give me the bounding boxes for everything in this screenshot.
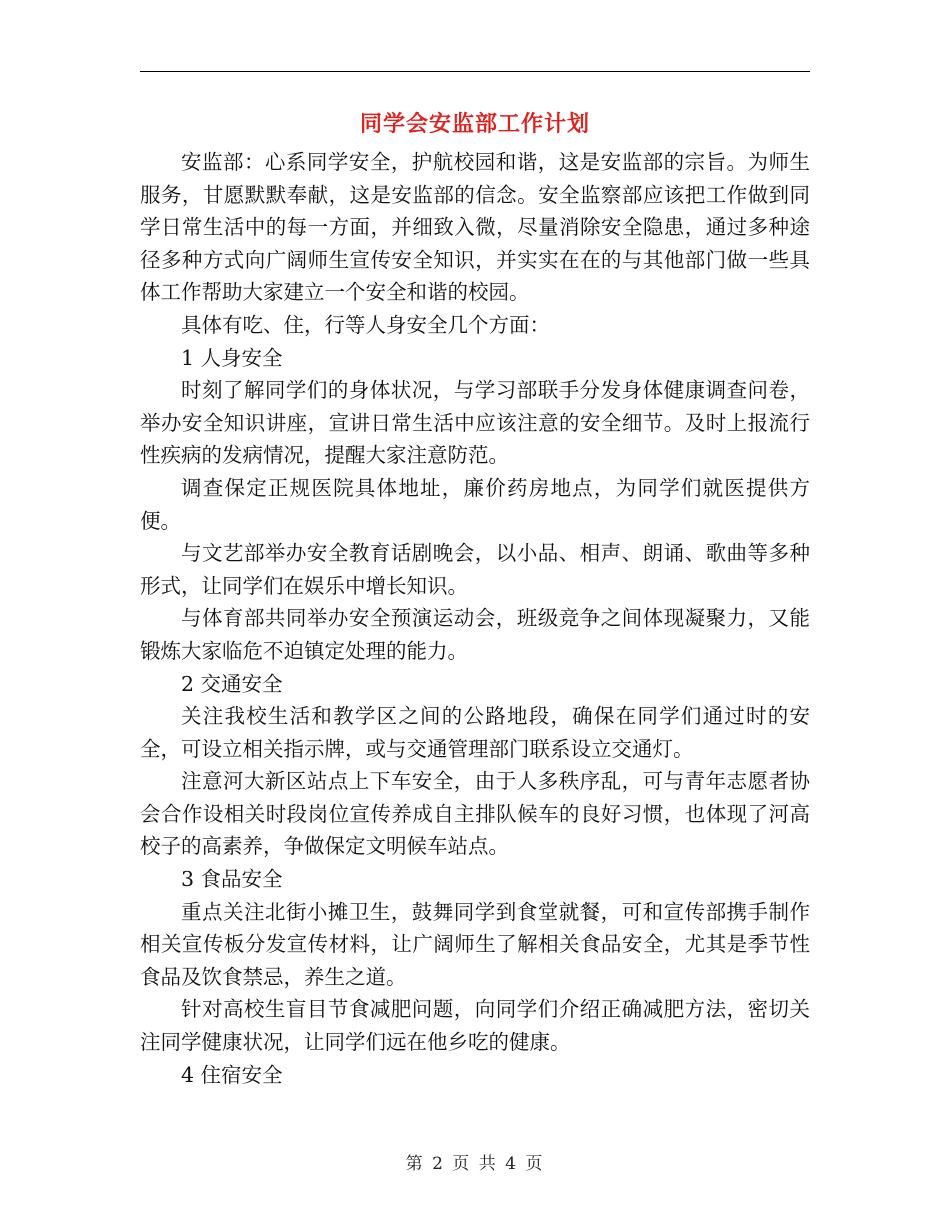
section-heading-traffic-safety: 2 交通安全 (181, 671, 283, 696)
section-heading-personal-safety: 1 人身安全 (181, 345, 283, 370)
paragraph: 调查保定正规医院具体地址，廉价药房地点，为同学们就医提供方便。 (140, 475, 810, 533)
paragraph: 针对高校生盲目节食减肥问题，向同学们介绍正确减肥方法，密切关注同学健康状况，让同学们远在他乡吃的健康。 (140, 997, 810, 1055)
paragraph: 重点关注北街小摊卫生，鼓舞同学到食堂就餐，可和宣传部携手制作相关宣传板分发宣传材料，让广阔师生了解相关食品安全，尤其是季节性食品及饮食禁忌，养生之道。 (140, 899, 810, 989)
paragraph-intro: 安监部：心系同学安全，护航校园和谐，这是安监部的宗旨。为师生服务，甘愿默默奉献，这是安监部的信念。安全监察部应该把工作做到同学日常生活中的每一方面，并细致入微，尽量消除安全隐患，通过多种途径多种方式向广阔师生宣传安全知识，并实实在在的与其他部门做一些具体工作帮助大家建立一个安全和谐的校园。 (140, 150, 810, 305)
document-body (140, 146, 810, 1091)
page-footer: 第 2 页 共 4 页 (405, 1154, 545, 1174)
paragraph: 时刻了解同学们的身体状况，与学习部联手分发身体健康调查问卷，举办安全知识讲座，宣讲日常生活中应该注意的安全细节。及时上报流行性疾病的发病情况，提醒大家注意防范。 (140, 378, 810, 468)
paragraph: 与体育部共同举办安全预演运动会，班级竞争之间体现凝聚力，又能锻炼大家临危不迫镇定处理的能力。 (140, 606, 810, 663)
section-heading-food-safety: 3 食品安全 (181, 867, 283, 892)
paragraph-overview: 具体有吃、住，行等人身安全几个方面： (181, 312, 550, 337)
paragraph: 与文艺部举办安全教育话剧晚会，以小品、相声、朗诵、歌曲等多种形式，让同学们在娱乐中增长知识。 (140, 541, 810, 598)
paragraph: 关注我校生活和教学区之间的公路地段，确保在同学们通过时的安全，可设立相关指示牌，或与交通管理部门联系设立交通灯。 (140, 704, 810, 761)
section-heading-dorm-safety: 4 住宿安全 (181, 1062, 283, 1087)
paragraph: 注意河大新区站点上下车安全，由于人多秩序乱，可与青年志愿者协会合作设相关时段岗位宣传养成自主排队候车的良好习惯，也体现了河高校子的高素养，争做保定文明候车站点。 (140, 769, 810, 859)
document-title: 同学会安监部工作计划 (359, 111, 590, 137)
header-rule (140, 71, 810, 72)
